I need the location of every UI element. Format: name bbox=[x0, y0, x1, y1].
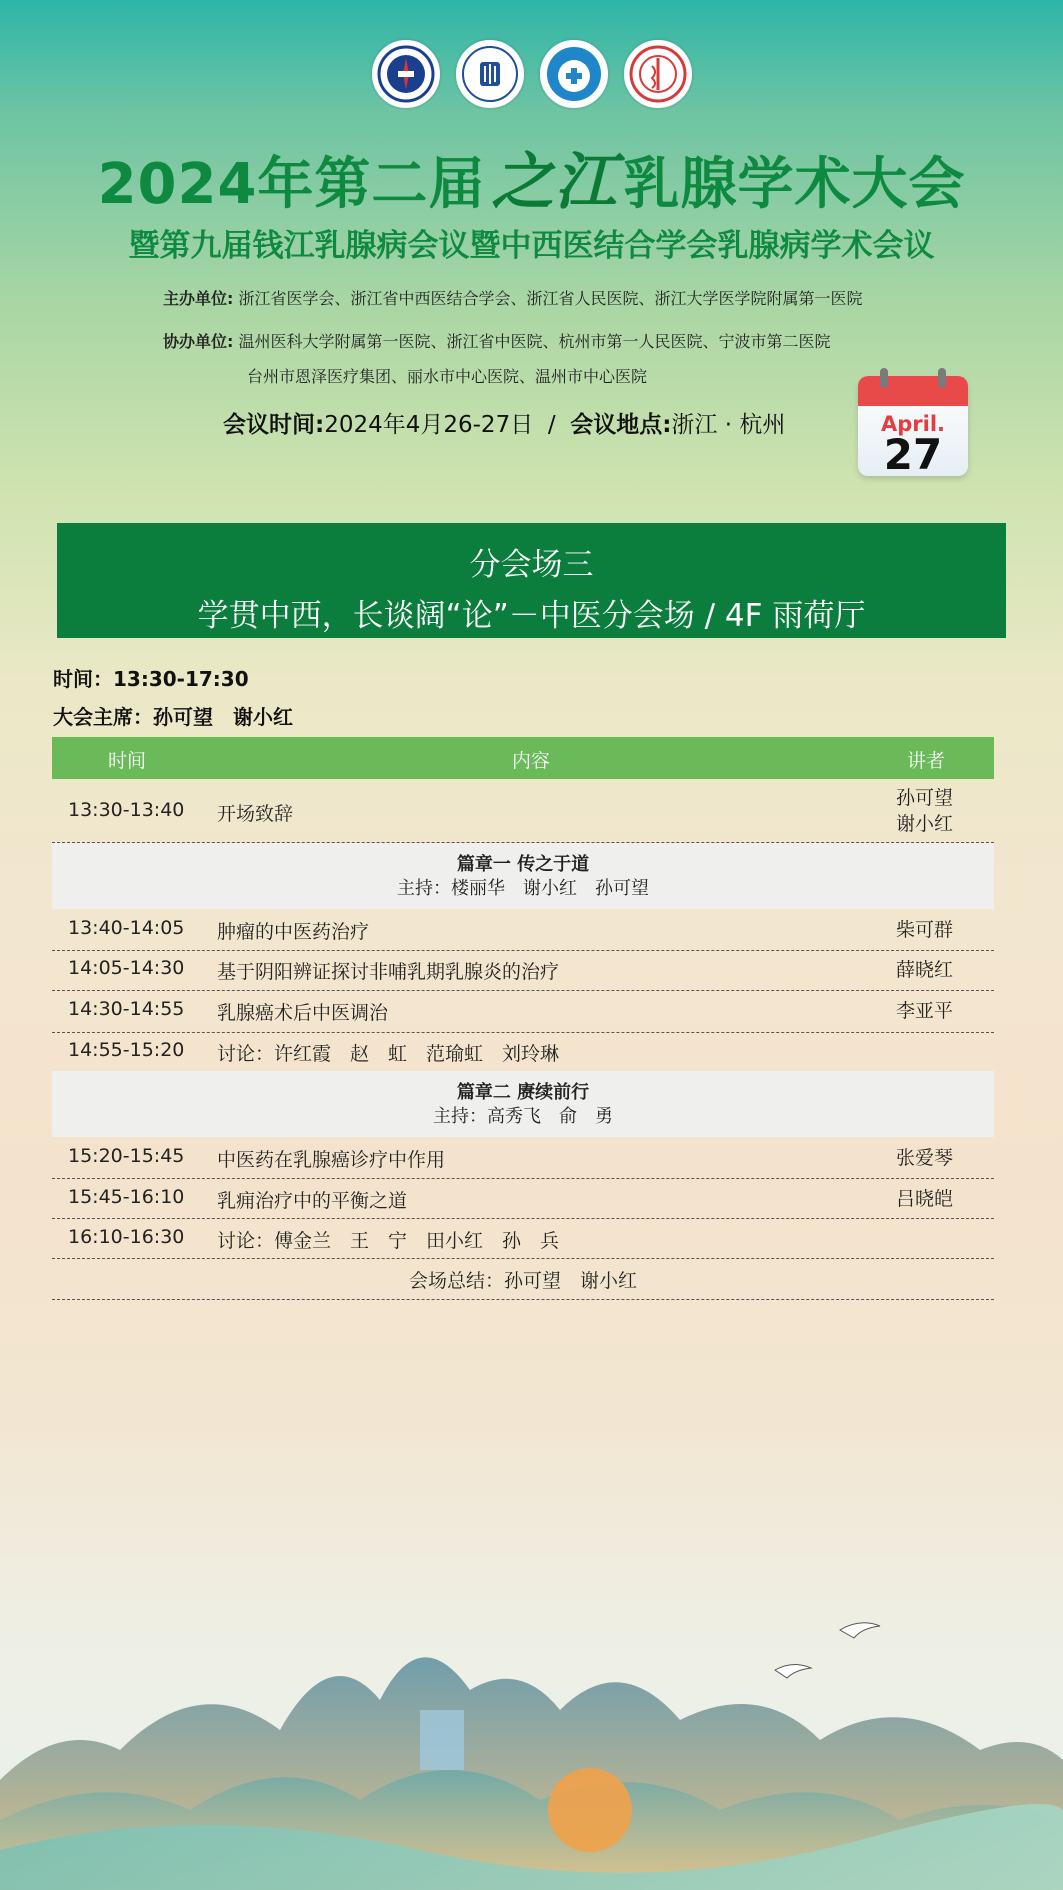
banner-line-2: 学贯中西，长谈阔“论”－中医分会场 / 4F 雨荷厅 bbox=[197, 598, 866, 634]
row-content: 基于阴阳辨证探讨非哺乳期乳腺炎的治疗 bbox=[217, 961, 560, 983]
row-speakers bbox=[896, 785, 953, 837]
co-value-1: 温州医科大学附属第一医院、浙江省中医院、杭州市第一人民医院、宁波市第二医院 bbox=[238, 332, 831, 351]
medical-association-logo bbox=[372, 40, 440, 108]
row-time: 13:40-14:05 bbox=[68, 917, 185, 939]
host-value: 浙江省医学会、浙江省中西医结合学会、浙江省人民医院、浙江大学医学院附属第一医院 bbox=[238, 289, 863, 308]
row-time: 15:20-15:45 bbox=[68, 1145, 185, 1167]
section-header bbox=[52, 843, 994, 909]
co-label: 协办单位: bbox=[163, 332, 234, 351]
header-content: 内容 bbox=[512, 750, 551, 772]
section-hosts: 主持：楼丽华 谢小红 孙可望 bbox=[397, 878, 649, 899]
session-banner bbox=[57, 523, 1006, 638]
landscape-illustration bbox=[0, 1520, 1063, 1890]
row-time: 16:10-16:30 bbox=[68, 1226, 185, 1248]
table-row bbox=[52, 1033, 994, 1071]
conference-title bbox=[0, 132, 1063, 221]
row-content: 乳腺癌术后中医调治 bbox=[217, 1002, 389, 1024]
table-row bbox=[52, 1137, 994, 1179]
row-content: 中医药在乳腺癌诊疗中作用 bbox=[217, 1149, 446, 1171]
meeting-info bbox=[223, 406, 785, 439]
row-speaker: 张爱琴 bbox=[896, 1147, 954, 1169]
row-content: 肿瘤的中医药治疗 bbox=[217, 921, 370, 943]
row-content: 讨论：许红霞 赵 虹 范瑜虹 刘玲琳 bbox=[217, 1043, 560, 1065]
conference-subtitle: 暨第九届钱江乳腺病会议暨中西医结合学会乳腺病学术会议 bbox=[128, 228, 935, 264]
table-row bbox=[52, 909, 994, 951]
co-organizers-cont: 台州市恩泽医疗集团、丽水市中心医院、温州市中心医院 bbox=[247, 367, 648, 386]
meeting-separator: / bbox=[547, 412, 556, 438]
row-speaker: 薛晓红 bbox=[896, 959, 954, 981]
table-summary-row bbox=[52, 1259, 994, 1300]
row-speaker: 吕晓皑 bbox=[896, 1188, 954, 1210]
row-time: 14:55-15:20 bbox=[68, 1039, 185, 1061]
table-row bbox=[52, 991, 994, 1033]
section-title: 篇章一 传之于道 bbox=[456, 854, 590, 875]
logo-row bbox=[0, 40, 1063, 108]
section-title: 篇章二 赓续前行 bbox=[456, 1082, 590, 1103]
host-label: 主办单位: bbox=[163, 289, 234, 308]
title-part-1: 2024年第二届 bbox=[97, 152, 486, 217]
title-part-2: 乳腺学术大会 bbox=[623, 152, 966, 217]
calendar-icon bbox=[858, 368, 968, 476]
session-time: 时间：13:30-17:30 bbox=[53, 667, 249, 691]
row-speaker: 李亚平 bbox=[896, 1000, 954, 1022]
calendar-month: April. bbox=[880, 412, 945, 436]
table-row bbox=[52, 951, 994, 991]
table-row bbox=[52, 1219, 994, 1259]
row-time: 13:30-13:40 bbox=[68, 799, 185, 821]
speaker-1: 孙可望 bbox=[896, 787, 954, 809]
integrative-medicine-logo bbox=[624, 40, 692, 108]
host-organizers bbox=[163, 286, 863, 309]
header-time: 时间 bbox=[108, 750, 147, 772]
banner-line-1: 分会场三 bbox=[469, 547, 594, 583]
session-summary: 会场总结：孙可望 谢小红 bbox=[408, 1270, 637, 1292]
row-time: 14:30-14:55 bbox=[68, 998, 185, 1020]
provincial-hospital-logo bbox=[456, 40, 524, 108]
section-hosts: 主持：高秀飞 俞 勇 bbox=[433, 1106, 613, 1127]
table-row bbox=[52, 779, 994, 843]
schedule-table bbox=[52, 737, 994, 1300]
first-hospital-logo bbox=[540, 40, 608, 108]
speaker-2: 谢小红 bbox=[896, 813, 954, 835]
header-speaker: 讲者 bbox=[907, 750, 946, 772]
row-content: 乳痈治疗中的平衡之道 bbox=[217, 1190, 408, 1212]
co-organizers bbox=[163, 329, 831, 352]
title-brand: 之江 bbox=[491, 145, 618, 218]
meeting-time-label: 会议时间: bbox=[223, 412, 325, 438]
table-header bbox=[52, 737, 994, 779]
row-time: 15:45-16:10 bbox=[68, 1186, 185, 1208]
row-content: 讨论：傅金兰 王 宁 田小红 孙 兵 bbox=[217, 1230, 560, 1252]
session-chair: 大会主席：孙可望 谢小红 bbox=[53, 705, 293, 729]
table-row bbox=[52, 1179, 994, 1219]
meeting-place-value: 浙江 · 杭州 bbox=[671, 412, 786, 438]
row-content: 开场致辞 bbox=[217, 803, 294, 825]
calendar-day: 27 bbox=[883, 430, 943, 476]
section-header bbox=[52, 1071, 994, 1137]
meeting-time-value: 2024年4月26-27日 bbox=[324, 412, 534, 438]
row-time: 14:05-14:30 bbox=[68, 957, 185, 979]
meeting-place-label: 会议地点: bbox=[570, 412, 672, 438]
row-speaker: 柴可群 bbox=[896, 919, 954, 941]
